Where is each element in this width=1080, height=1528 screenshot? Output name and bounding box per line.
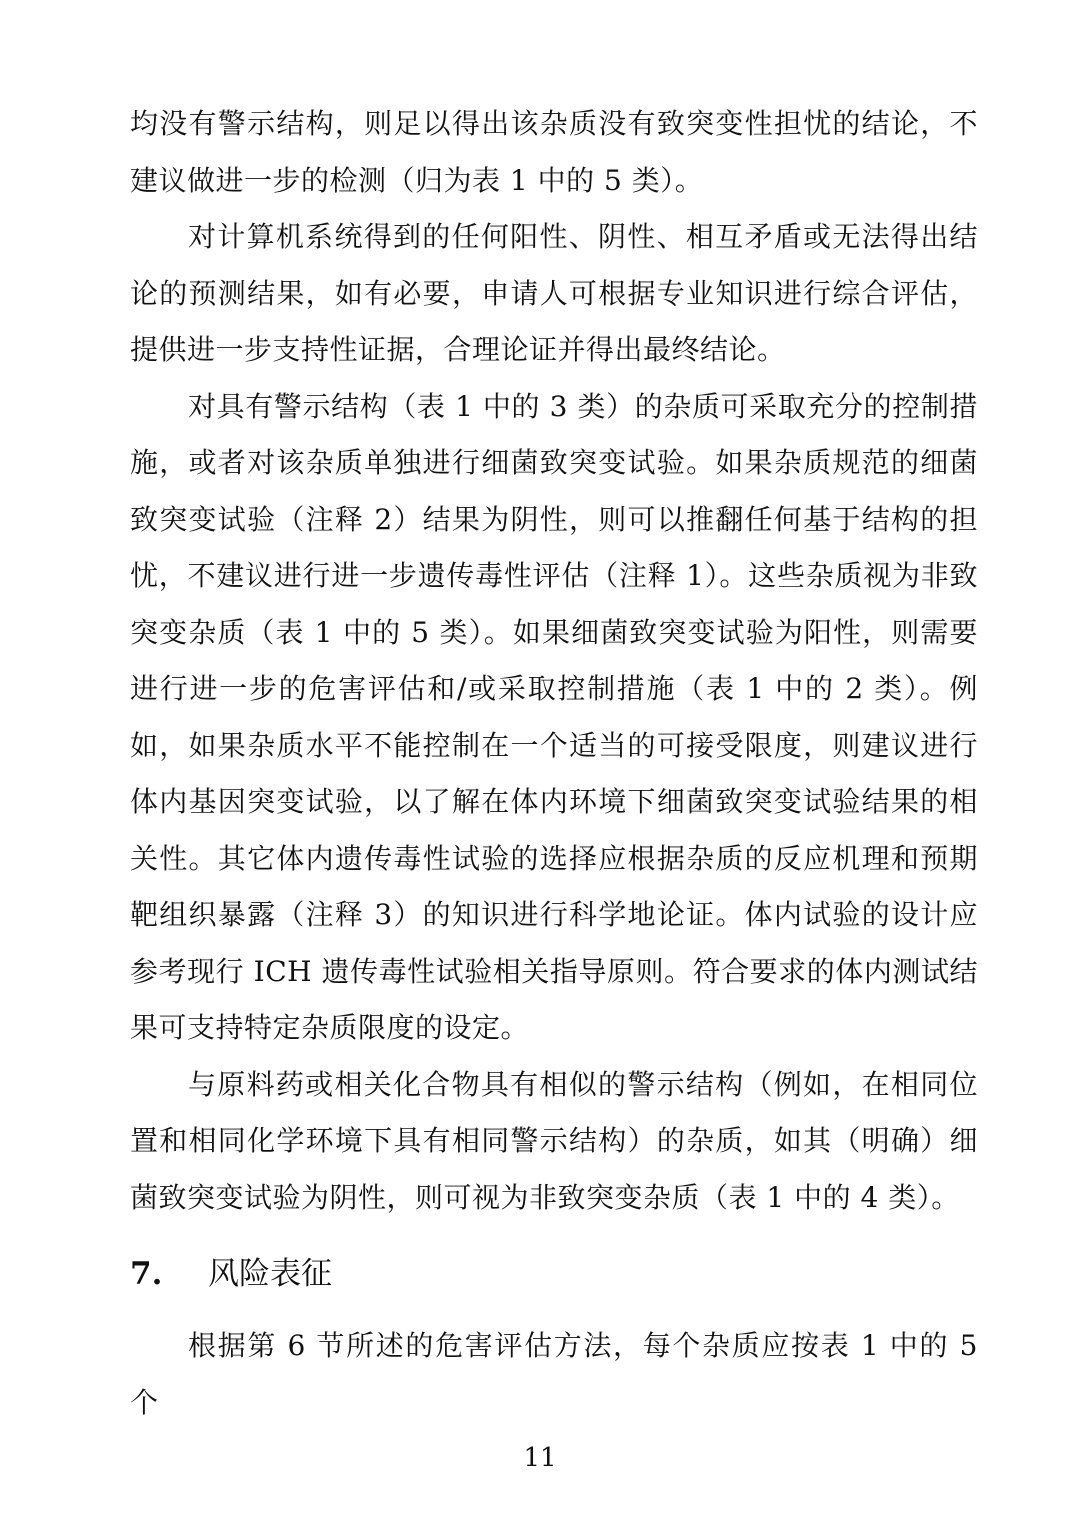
paragraph-continuation: 均没有警示结构，则足以得出该杂质没有致突变性担忧的结论，不建议做进一步的检测（归为表 1 中的 5 类）。: [130, 107, 978, 197]
page-number: 11: [523, 1443, 557, 1473]
section-title: 风险表征: [208, 1256, 332, 1292]
paragraph-similar-alert-structure: 与原料药或相关化合物具有相似的警示结构（例如，在相同位置和相同化学环境下具有相同警示结构）的杂质，如其（明确）细菌致突变试验为阴性，则可视为非致突变杂质（表 1 中的 4 类）。: [130, 1067, 978, 1214]
paragraph-computer-prediction: 对计算机系统得到的任何阳性、阴性、相互矛盾或无法得出结论的预测结果，如有必要，申请人可根据专业知识进行综合评估，提供进一步支持性证据，合理论证并得出最终结论。: [130, 220, 978, 366]
paragraph-risk-characterization: 根据第 6 节所述的危害评估方法，每个杂质应按表 1 中的 5 个: [130, 1329, 978, 1419]
section-heading: [130, 1244, 978, 1304]
paragraph-alert-structure: 对具有警示结构（表 1 中的 3 类）的杂质可采取充分的控制措施，或者对该杂质单独进行细菌致突变试验。如果杂质规范的细菌致突变试验（注释 2）结果为阴性，则可以推翻任何基于结构的担忧，不建议进行进一步遗传毒性评估（注释 1）。这些杂质视为非致突变杂质（表 1 中的 5 类）。如果细菌致突变试验为阳性，则需要进行进一步的危害评估和/或采取控制措施（表 1 中的 2 类）。例如，如果杂质水平不能控制在一个适当的可接受限度，则建议进行体内基因突变试验，以了解在体内环境下细菌致突变试验结果的相关性。其它体内遗传毒性试验的选择应根据杂质的反应机理和预期靶组织暴露（注释 3）的知识进行科学地论证。体内试验的设计应参考现行 ICH 遗传毒性试验相关指导原则。符合要求的体内测试结果可支持特定杂质限度的设定。: [130, 389, 978, 1044]
page-content: [130, 96, 978, 1431]
section-number: 7.: [130, 1256, 163, 1292]
